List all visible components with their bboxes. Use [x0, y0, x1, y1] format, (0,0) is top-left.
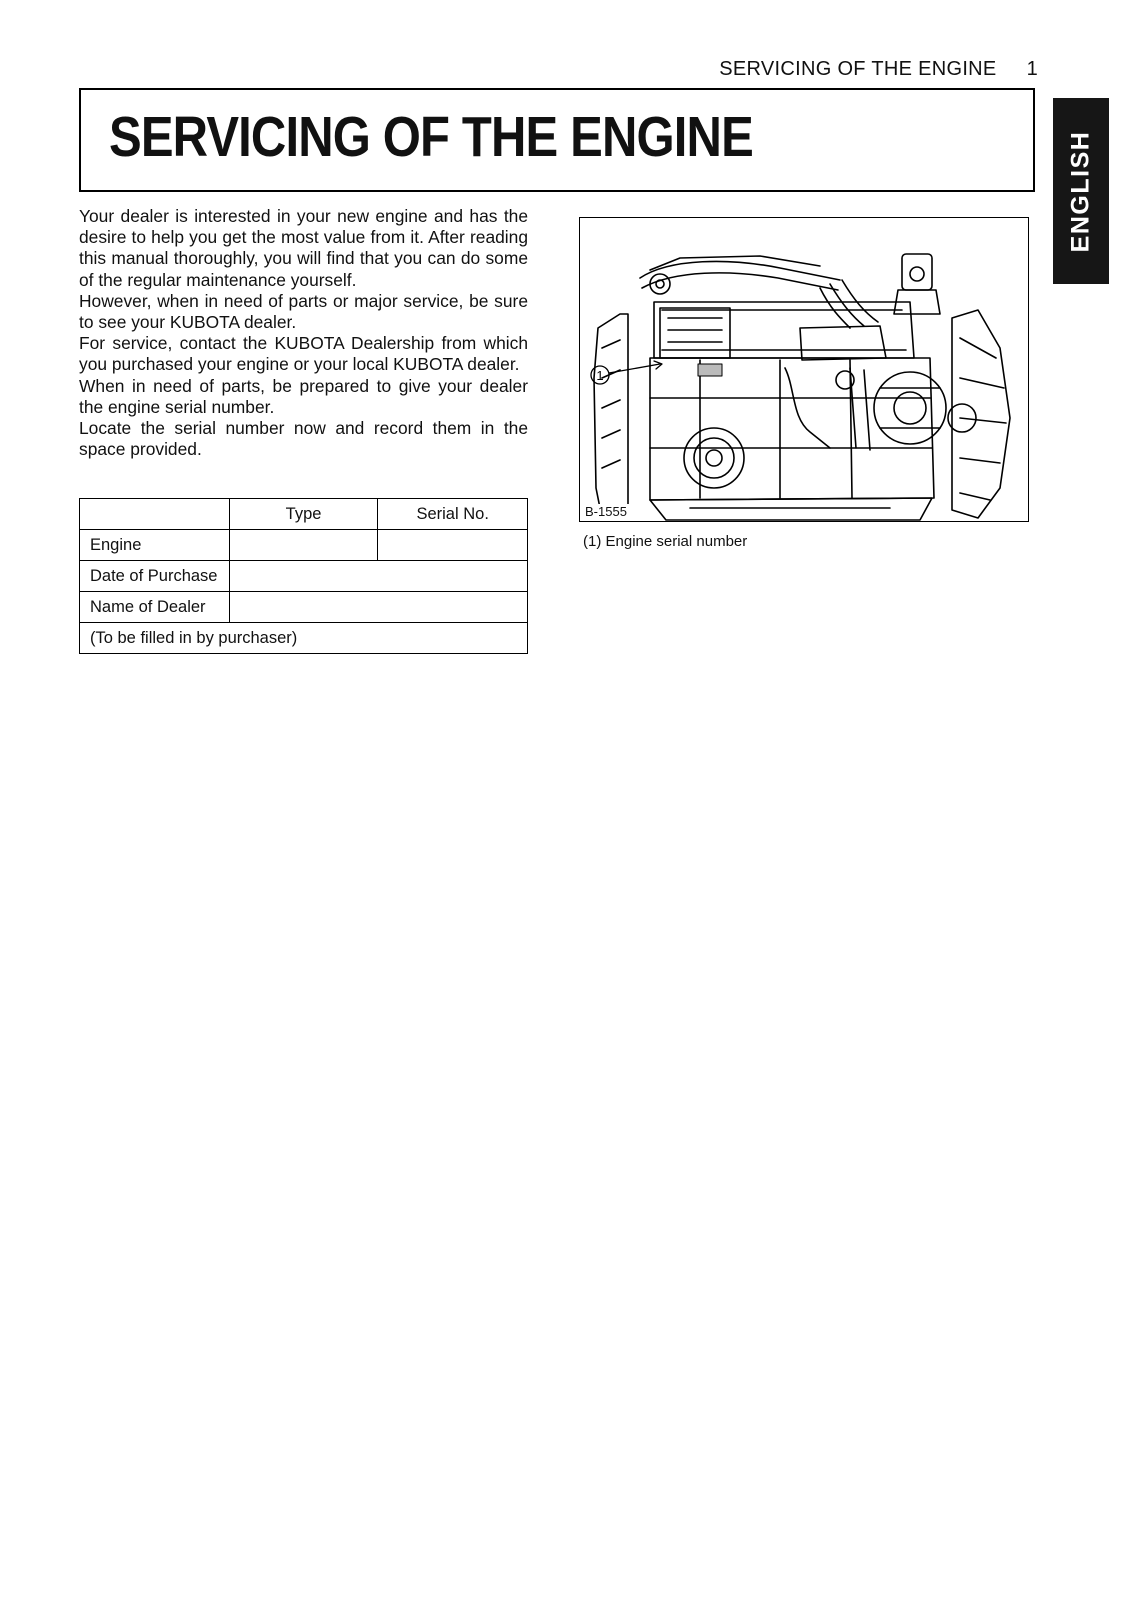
- intro-paragraph: Your dealer is interested in your new engine and has the desire to help you get the most value from it. After reading this manual thoroughly, you will find that you can do some of the regular maintenance yourself.: [79, 206, 528, 290]
- row-label-dealer: Name of Dealer: [80, 592, 230, 623]
- table-row-engine: [80, 530, 528, 561]
- engine-serial-field[interactable]: [378, 530, 528, 561]
- figure-caption: (1) Engine serial number: [583, 533, 748, 550]
- intro-paragraph: When in need of parts, be prepared to give your dealer the engine serial number.: [79, 375, 528, 417]
- figure-callout-label: 1: [596, 368, 604, 383]
- intro-paragraph: However, when in need of parts or major service, be sure to see your KUBOTA dealer.: [79, 290, 528, 333]
- language-tab-label: ENGLISH: [1066, 130, 1095, 252]
- row-label-date: Date of Purchase: [80, 561, 230, 592]
- figure-code: B-1555: [585, 504, 627, 519]
- intro-paragraph: Locate the serial number now and record them in the space provided.: [79, 418, 528, 460]
- column-header-type: Type: [229, 499, 378, 530]
- table-footer-note: (To be filled in by purchaser): [80, 623, 528, 654]
- table-row-date: [80, 561, 528, 592]
- title-box: [79, 88, 1035, 192]
- page-number: 1: [1026, 58, 1038, 80]
- dealer-name-field[interactable]: [229, 592, 527, 623]
- table-corner-cell: [80, 499, 230, 530]
- engine-type-field[interactable]: [229, 530, 378, 561]
- page-title: SERVICING OF THE ENGINE: [109, 105, 753, 169]
- record-table: [79, 498, 528, 654]
- running-header: [600, 58, 1038, 81]
- row-label-engine: Engine: [80, 530, 230, 561]
- running-header-title: SERVICING OF THE ENGINE: [719, 58, 997, 80]
- table-header-row: [80, 499, 528, 530]
- language-tab: [1053, 98, 1109, 284]
- table-row-dealer: [80, 592, 528, 623]
- engine-illustration: [580, 218, 1029, 522]
- intro-text: [79, 206, 528, 460]
- intro-paragraph: For service, contact the KUBOTA Dealership from which you purchased your engine or your local KUBOTA dealer.: [79, 333, 528, 375]
- engine-figure: [579, 217, 1029, 522]
- table-footer-row: [80, 623, 528, 654]
- purchase-date-field[interactable]: [229, 561, 527, 592]
- column-header-serial: Serial No.: [378, 499, 528, 530]
